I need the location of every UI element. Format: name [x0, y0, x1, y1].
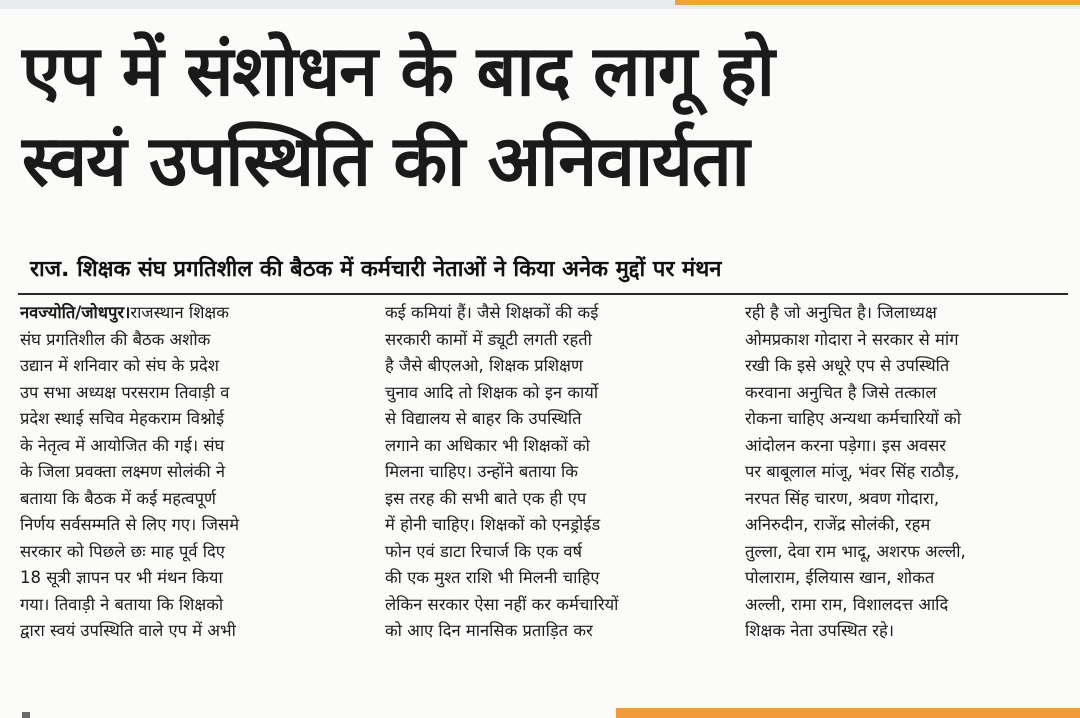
column-line: के नेतृत्व में आयोजित की गई। संघ — [20, 435, 225, 455]
column-line: आंदोलन करना पड़ेगा। इस अवसर — [745, 435, 947, 455]
column-line: करवाना अनुचित है जिसे तत्काल — [745, 382, 937, 402]
article-column-2 — [385, 300, 705, 690]
column-line: अल्ली, रामा राम, विशालदत्त आदि — [745, 594, 949, 614]
column-line: नरपत सिंह चारण, श्रवण गोदारा, — [745, 488, 940, 508]
column-line: रोकना चाहिए अन्यथा कर्मचारियों को — [745, 409, 961, 428]
column-line: कई कमियां हैं। जैसे शिक्षकों की कई — [385, 303, 599, 322]
column-line: रखी कि इसे अधूरे एप से उपस्थिति — [745, 356, 950, 375]
column-line: उद्यान में शनिवार को संघ के प्रदेश — [20, 356, 219, 375]
headline-line-2: स्वयं उपस्थिति की अनिवार्यता — [22, 120, 749, 202]
column-line: पोलाराम, ईलियास खान, शोकत — [745, 568, 935, 587]
subheadline-rule — [18, 293, 1068, 295]
column-line: लेकिन सरकार ऐसा नहीं कर कर्मचारियों — [385, 594, 619, 614]
column-line: लगाने का अधिकार भी शिक्षकों को — [385, 435, 590, 455]
column-line: निर्णय सर्वसम्मति से लिए गए। जिसमे — [20, 515, 240, 534]
column-line: द्वारा स्वयं उपस्थिति वाले एप में अभी — [20, 621, 236, 640]
headline — [22, 26, 1062, 206]
column-line: पर बाबूलाल मांजू, भंवर सिंह राठौड़, — [745, 462, 960, 481]
article-column-1 — [20, 300, 350, 690]
column-line: से विद्यालय से बाहर कि उपस्थिति — [385, 409, 582, 428]
column-line: तुल्ला, देवा राम भादू, अशरफ अल्ली, — [745, 541, 966, 561]
bottom-accent-bar — [616, 708, 1080, 718]
column-line: संघ प्रगतिशील की बैठक अशोक — [20, 329, 211, 349]
column-line: को आए दिन मानसिक प्रताड़ित कर — [385, 621, 593, 640]
column-line: फोन एवं डाटा रिचार्ज कि एक वर्ष — [385, 541, 583, 561]
column-line: इस तरह की सभी बाते एक ही एप — [385, 488, 587, 508]
column-line-text: राजस्थान शिक्षक — [130, 303, 229, 322]
column-line: ओमप्रकाश गोदारा ने सरकार से मांग — [745, 329, 959, 349]
column-line: उप सभा अध्यक्ष परसराम तिवाड़ी व — [20, 382, 230, 402]
column-line: में होनी चाहिए। शिक्षकों को एनड्रोईड — [385, 515, 601, 534]
column-line: चुनाव आदि तो शिक्षक को इन कार्यो — [385, 382, 599, 402]
dateline: नवज्योति/जोधपुर। — [20, 303, 131, 322]
column-line: अनिरुदीन, राजेंद्र सोलंकी, रहम — [745, 515, 931, 534]
top-accent-bar — [675, 0, 1080, 5]
headline-line-1: एप में संशोधन के बाद लागू हो — [22, 30, 774, 112]
column-line: मिलना चाहिए। उन्होंने बताया कि — [385, 462, 578, 481]
column-line: शिक्षक नेता उपस्थित रहे। — [745, 621, 895, 640]
article-column-3 — [745, 300, 1065, 690]
column-line: सरकारी कामों में ड्यूटी लगती रहती — [385, 329, 592, 349]
column-line: प्रदेश स्थाई सचिव मेहकराम विश्नोई — [20, 409, 225, 428]
column-line — [20, 300, 350, 327]
subheadline: राज. शिक्षक संघ प्रगतिशील की बैठक में कर्मचारी नेताओं ने किया अनेक मुद्दों पर मंथन — [30, 257, 722, 282]
column-line: के जिला प्रवक्ता लक्ष्मण सोलंकी ने — [20, 462, 226, 481]
bottom-left-mark — [22, 712, 30, 718]
column-line: 18 सूत्री ज्ञापन पर भी मंथन किया — [20, 568, 223, 587]
column-line: बताया कि बैठक में कई महत्वपूर्ण — [20, 488, 216, 508]
column-line: सरकार को पिछले छः माह पूर्व दिए — [20, 541, 225, 561]
column-line: है जैसे बीएलओ, शिक्षक प्रशिक्षण — [385, 356, 583, 375]
column-line: गया। तिवाड़ी ने बताया कि शिक्षको — [20, 594, 224, 614]
column-line: रही है जो अनुचित है। जिलाध्यक्ष — [745, 303, 937, 322]
column-line: की एक मुश्त राशि भी मिलनी चाहिए — [385, 568, 600, 587]
